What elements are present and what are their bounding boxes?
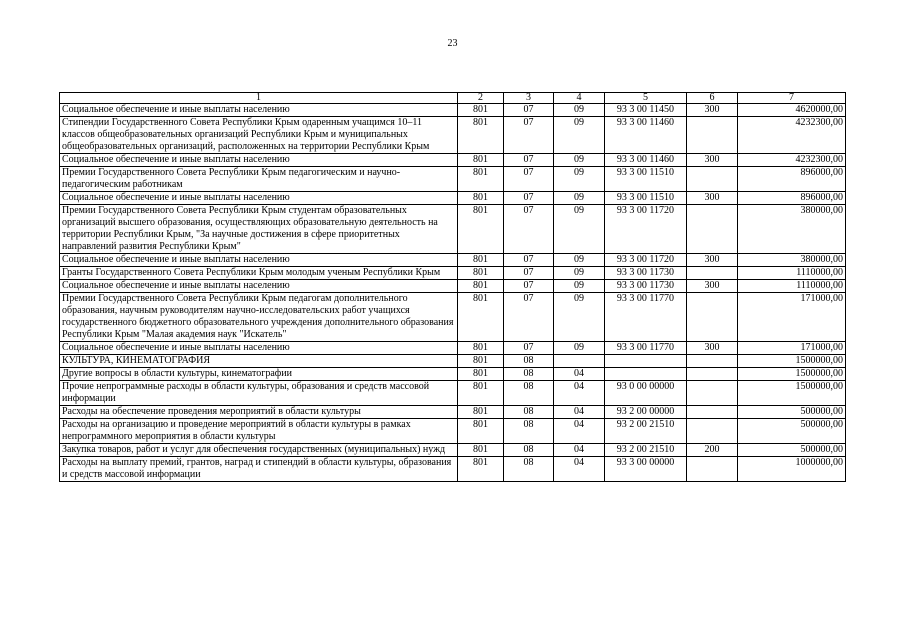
cell-csr: [605, 368, 687, 381]
cell-ved: 801: [458, 457, 504, 482]
cell-rz: 07: [504, 267, 554, 280]
cell-csr: 93 3 00 11720: [605, 254, 687, 267]
cell-csr: 93 2 00 21510: [605, 444, 687, 457]
cell-ved: 801: [458, 192, 504, 205]
table-row: [60, 293, 846, 342]
header-row: [60, 93, 846, 104]
cell-csr: 93 3 00 11720: [605, 205, 687, 254]
cell-vr: 300: [687, 192, 738, 205]
cell-name: Расходы на обеспечение проведения мероприятий в области культуры: [60, 406, 458, 419]
table-row: [60, 444, 846, 457]
cell-csr: 93 2 00 21510: [605, 419, 687, 444]
cell-csr: 93 3 00 11770: [605, 342, 687, 355]
cell-csr: 93 3 00 11770: [605, 293, 687, 342]
table-row: [60, 267, 846, 280]
cell-amount: 896000,00: [738, 192, 846, 205]
cell-pr: 04: [554, 368, 605, 381]
cell-ved: 801: [458, 117, 504, 154]
cell-vr: [687, 267, 738, 280]
cell-pr: 09: [554, 104, 605, 117]
cell-amount: 380000,00: [738, 205, 846, 254]
cell-rz: 07: [504, 280, 554, 293]
cell-amount: 1500000,00: [738, 381, 846, 406]
cell-vr: 300: [687, 280, 738, 293]
cell-name: Гранты Государственного Совета Республики Крым молодым ученым Республики Крым: [60, 267, 458, 280]
cell-vr: [687, 355, 738, 368]
cell-name: Прочие непрограммные расходы в области культуры, образования и средств массовой информации: [60, 381, 458, 406]
cell-pr: 04: [554, 406, 605, 419]
cell-ved: 801: [458, 355, 504, 368]
cell-name: Социальное обеспечение и иные выплаты населению: [60, 342, 458, 355]
cell-amount: 1500000,00: [738, 368, 846, 381]
table-row: [60, 104, 846, 117]
table-row: [60, 406, 846, 419]
cell-vr: [687, 368, 738, 381]
header-col-1: 1: [60, 93, 458, 104]
cell-rz: 07: [504, 205, 554, 254]
cell-csr: 93 3 00 00000: [605, 457, 687, 482]
cell-csr: 93 2 00 00000: [605, 406, 687, 419]
cell-ved: 801: [458, 154, 504, 167]
cell-csr: 93 0 00 00000: [605, 381, 687, 406]
header-col-4: 4: [554, 93, 605, 104]
cell-name: Социальное обеспечение и иные выплаты населению: [60, 192, 458, 205]
cell-vr: [687, 205, 738, 254]
cell-ved: 801: [458, 381, 504, 406]
cell-pr: [554, 355, 605, 368]
cell-ved: 801: [458, 368, 504, 381]
cell-vr: 200: [687, 444, 738, 457]
cell-pr: 09: [554, 267, 605, 280]
cell-vr: 300: [687, 154, 738, 167]
cell-pr: 09: [554, 154, 605, 167]
cell-pr: 04: [554, 381, 605, 406]
table-row: [60, 381, 846, 406]
cell-amount: 500000,00: [738, 419, 846, 444]
table-row: [60, 342, 846, 355]
table-row: [60, 419, 846, 444]
cell-pr: 09: [554, 342, 605, 355]
table-row: [60, 205, 846, 254]
cell-name: Социальное обеспечение и иные выплаты населению: [60, 254, 458, 267]
header-col-6: 6: [687, 93, 738, 104]
cell-csr: 93 3 00 11460: [605, 117, 687, 154]
cell-rz: 07: [504, 254, 554, 267]
header-col-7: 7: [738, 93, 846, 104]
table-row: [60, 368, 846, 381]
cell-rz: 08: [504, 419, 554, 444]
cell-pr: 09: [554, 254, 605, 267]
cell-amount: 1500000,00: [738, 355, 846, 368]
table-row: [60, 154, 846, 167]
cell-rz: 07: [504, 154, 554, 167]
cell-name: Социальное обеспечение и иные выплаты населению: [60, 104, 458, 117]
cell-rz: 07: [504, 104, 554, 117]
cell-amount: 1110000,00: [738, 280, 846, 293]
cell-rz: 08: [504, 457, 554, 482]
cell-csr: 93 3 00 11730: [605, 267, 687, 280]
cell-ved: 801: [458, 205, 504, 254]
cell-amount: 4232300,00: [738, 154, 846, 167]
cell-rz: 07: [504, 167, 554, 192]
cell-pr: 04: [554, 419, 605, 444]
cell-pr: 04: [554, 457, 605, 482]
cell-ved: 801: [458, 104, 504, 117]
cell-vr: [687, 406, 738, 419]
cell-vr: [687, 293, 738, 342]
cell-rz: 07: [504, 293, 554, 342]
cell-amount: 380000,00: [738, 254, 846, 267]
cell-ved: 801: [458, 254, 504, 267]
cell-rz: 07: [504, 192, 554, 205]
cell-ved: 801: [458, 167, 504, 192]
cell-ved: 801: [458, 267, 504, 280]
cell-amount: 896000,00: [738, 167, 846, 192]
cell-name: Расходы на организацию и проведение мероприятий в области культуры в рамках непрограммного мероприятия в области культуры: [60, 419, 458, 444]
cell-csr: 93 3 00 11510: [605, 192, 687, 205]
table-row: [60, 167, 846, 192]
budget-table: [59, 92, 846, 482]
cell-name: Закупка товаров, работ и услуг для обеспечения государственных (муниципальных) нужд: [60, 444, 458, 457]
cell-amount: 4232300,00: [738, 117, 846, 154]
cell-pr: 09: [554, 117, 605, 154]
cell-amount: 171000,00: [738, 342, 846, 355]
cell-name: Социальное обеспечение и иные выплаты населению: [60, 154, 458, 167]
cell-ved: 801: [458, 280, 504, 293]
cell-ved: 801: [458, 406, 504, 419]
cell-ved: 801: [458, 444, 504, 457]
header-col-5: 5: [605, 93, 687, 104]
cell-amount: 1000000,00: [738, 457, 846, 482]
table-row: [60, 254, 846, 267]
cell-pr: 09: [554, 167, 605, 192]
cell-name: КУЛЬТУРА, КИНЕМАТОГРАФИЯ: [60, 355, 458, 368]
table-row: [60, 355, 846, 368]
cell-name: Премии Государственного Совета Республики Крым педагогам дополнительного образования, научным руководителям научно-исследовательских работ учащихся государственного бюджетного образовательного учреждения дополнительного образования Республики Крым "Малая академия наук "Искатель": [60, 293, 458, 342]
cell-name: Стипендии Государственного Совета Республики Крым одаренным учащимся 10–11 классов общеобразовательных организаций Республики Крым и муниципальных общеобразовательных организаций, расположенных на территории Республики Крым: [60, 117, 458, 154]
cell-amount: 500000,00: [738, 406, 846, 419]
cell-vr: [687, 419, 738, 444]
cell-amount: 171000,00: [738, 293, 846, 342]
cell-amount: 1110000,00: [738, 267, 846, 280]
cell-ved: 801: [458, 419, 504, 444]
cell-rz: 07: [504, 342, 554, 355]
cell-pr: 09: [554, 205, 605, 254]
cell-rz: 08: [504, 381, 554, 406]
cell-name: Социальное обеспечение и иные выплаты населению: [60, 280, 458, 293]
cell-csr: 93 3 00 11450: [605, 104, 687, 117]
cell-rz: 07: [504, 117, 554, 154]
header-col-3: 3: [504, 93, 554, 104]
cell-name: Другие вопросы в области культуры, кинематографии: [60, 368, 458, 381]
cell-ved: 801: [458, 342, 504, 355]
table-row: [60, 192, 846, 205]
cell-name: Расходы на выплату премий, грантов, наград и стипендий в области культуры, образования и средств массовой информации: [60, 457, 458, 482]
cell-pr: 04: [554, 444, 605, 457]
cell-rz: 08: [504, 406, 554, 419]
cell-csr: 93 3 00 11730: [605, 280, 687, 293]
cell-vr: [687, 167, 738, 192]
cell-amount: 4620000,00: [738, 104, 846, 117]
cell-rz: 08: [504, 444, 554, 457]
cell-name: Премии Государственного Совета Республики Крым студентам образовательных организаций высшего образования, осуществляющих образовательную деятельность на территории Республики Крым, "За научные достижения в сфере приоритетных направлений развития Республики Крым": [60, 205, 458, 254]
table-row: [60, 457, 846, 482]
page-number: 23: [447, 38, 458, 49]
cell-pr: 09: [554, 293, 605, 342]
cell-name: Премии Государственного Совета Республики Крым педагогическим и научно-педагогическим работникам: [60, 167, 458, 192]
cell-rz: 08: [504, 368, 554, 381]
cell-vr: [687, 117, 738, 154]
cell-pr: 09: [554, 192, 605, 205]
cell-rz: 08: [504, 355, 554, 368]
cell-vr: [687, 381, 738, 406]
cell-vr: 300: [687, 254, 738, 267]
cell-amount: 500000,00: [738, 444, 846, 457]
cell-csr: [605, 355, 687, 368]
table-body: [60, 104, 846, 482]
cell-csr: 93 3 00 11510: [605, 167, 687, 192]
cell-pr: 09: [554, 280, 605, 293]
table-row: [60, 280, 846, 293]
cell-vr: 300: [687, 342, 738, 355]
header-col-2: 2: [458, 93, 504, 104]
table-row: [60, 117, 846, 154]
cell-csr: 93 3 00 11460: [605, 154, 687, 167]
cell-vr: 300: [687, 104, 738, 117]
cell-ved: 801: [458, 293, 504, 342]
cell-vr: [687, 457, 738, 482]
